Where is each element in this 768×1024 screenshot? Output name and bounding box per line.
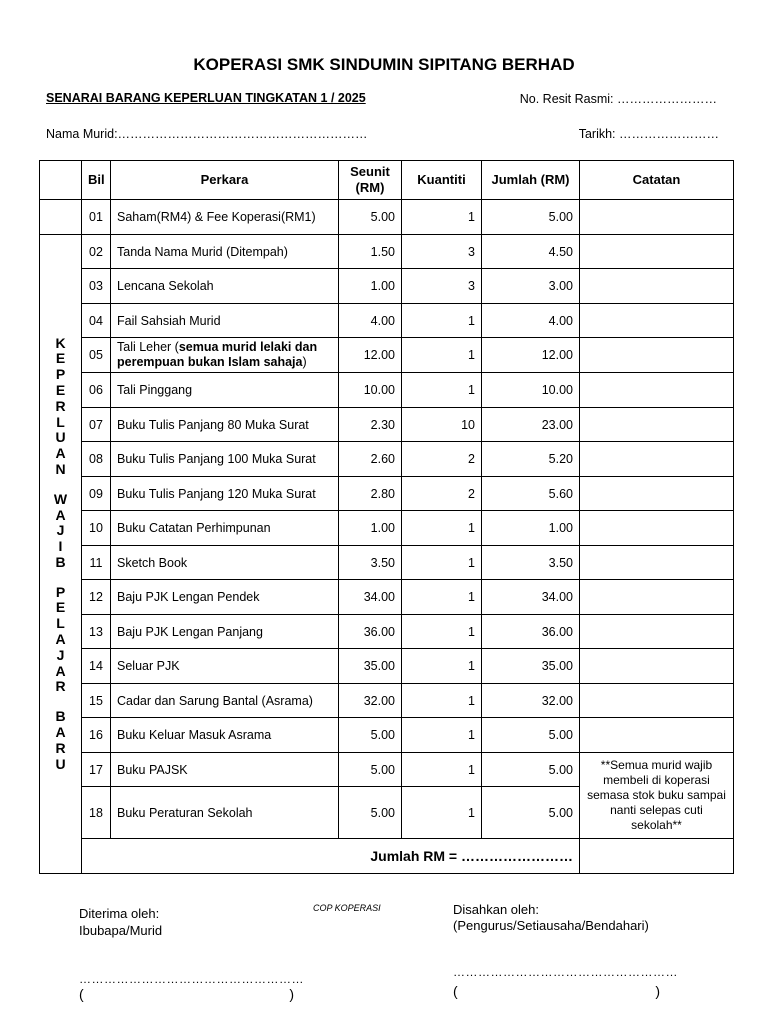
table-row <box>40 235 734 269</box>
side-label-letter: P <box>55 366 66 383</box>
table-row <box>40 477 734 511</box>
kuantiti-cell: 1 <box>402 615 482 649</box>
header-bil: Bil <box>82 161 111 200</box>
perkara-cell: Sketch Book <box>111 546 339 580</box>
signature-line-left: ……………………………………………… <box>79 972 304 986</box>
jumlah-cell: 5.00 <box>482 718 580 753</box>
catatan-cell <box>580 580 734 615</box>
header-jumlah: Jumlah (RM) <box>482 161 580 200</box>
perkara-cell: Baju PJK Lengan Panjang <box>111 615 339 649</box>
bil-cell: 06 <box>82 373 111 408</box>
table-row <box>40 649 734 684</box>
table-row <box>40 511 734 546</box>
header-kuantiti: Kuantiti <box>402 161 482 200</box>
received-by-label: Diterima oleh: <box>79 906 160 921</box>
side-label-letter: P <box>55 583 66 600</box>
cooperative-stamp-label: COP KOPERASI <box>313 903 381 913</box>
bil-cell: 17 <box>82 753 111 787</box>
perkara-cell: Buku Tulis Panjang 100 Muka Surat <box>111 442 339 477</box>
perkara-prefix: Tali Leher ( <box>117 340 179 354</box>
seunit-cell: 3.50 <box>339 546 402 580</box>
kuantiti-cell: 10 <box>402 408 482 442</box>
side-label-letter: R <box>55 678 66 695</box>
table-row <box>40 269 734 304</box>
seunit-cell: 5.00 <box>339 787 402 839</box>
seunit-cell: 1.00 <box>339 511 402 546</box>
perkara-cell: Buku Peraturan Sekolah <box>111 787 339 839</box>
side-label-letter: E <box>55 381 66 398</box>
kuantiti-cell: 2 <box>402 477 482 511</box>
kuantiti-cell: 1 <box>402 649 482 684</box>
side-label-letter: A <box>55 662 66 679</box>
side-label-letter: R <box>55 739 66 756</box>
jumlah-cell: 36.00 <box>482 615 580 649</box>
seunit-cell: 5.00 <box>339 718 402 753</box>
jumlah-cell: 5.20 <box>482 442 580 477</box>
seunit-cell: 10.00 <box>339 373 402 408</box>
approved-by-block <box>453 902 649 934</box>
total-row <box>40 839 734 874</box>
bil-cell: 07 <box>82 408 111 442</box>
bil-cell: 18 <box>82 787 111 839</box>
jumlah-cell: 5.00 <box>482 753 580 787</box>
jumlah-cell: 10.00 <box>482 373 580 408</box>
jumlah-cell: 4.50 <box>482 235 580 269</box>
student-name-field: Nama Murid:…………………………………………………… <box>46 127 368 141</box>
bil-cell: 04 <box>82 304 111 338</box>
jumlah-cell: 23.00 <box>482 408 580 442</box>
header-seunit: Seunit (RM) <box>339 161 402 200</box>
items-table <box>39 160 734 874</box>
header-blank <box>40 161 82 200</box>
perkara-cell: Seluar PJK <box>111 649 339 684</box>
side-label-letter: R <box>55 397 66 414</box>
kuantiti-cell: 1 <box>402 753 482 787</box>
bil-cell: 09 <box>82 477 111 511</box>
perkara-cell: Tanda Nama Murid (Ditempah) <box>111 235 339 269</box>
name-parentheses-left <box>79 986 294 1002</box>
document-title: KOPERASI SMK SINDUMIN SIPITANG BERHAD <box>193 55 575 74</box>
bil-cell: 03 <box>82 269 111 304</box>
table-row <box>40 304 734 338</box>
catatan-cell <box>580 200 734 235</box>
kuantiti-cell: 1 <box>402 787 482 839</box>
jumlah-cell: 5.60 <box>482 477 580 511</box>
side-label-letter: A <box>55 506 66 523</box>
perkara-cell: Buku Catatan Perhimpunan <box>111 511 339 546</box>
perkara-cell: Buku Tulis Panjang 80 Muka Surat <box>111 408 339 442</box>
perkara-cell: Baju PJK Lengan Pendek <box>111 580 339 615</box>
jumlah-cell: 34.00 <box>482 580 580 615</box>
catatan-cell <box>580 408 734 442</box>
seunit-cell: 36.00 <box>339 615 402 649</box>
bil-cell: 14 <box>82 649 111 684</box>
perkara-cell <box>111 338 339 373</box>
catatan-cell <box>580 269 734 304</box>
bil-cell: 13 <box>82 615 111 649</box>
seunit-cell: 32.00 <box>339 684 402 718</box>
bil-cell: 10 <box>82 511 111 546</box>
perkara-cell: Tali Pinggang <box>111 373 339 408</box>
catatan-cell <box>580 546 734 580</box>
side-label-letter: J <box>56 646 65 663</box>
header-catatan: Catatan <box>580 161 734 200</box>
side-label-letter: L <box>56 615 65 632</box>
bil-cell: 08 <box>82 442 111 477</box>
perkara-cell: Buku Keluar Masuk Asrama <box>111 718 339 753</box>
bil-cell: 01 <box>82 200 111 235</box>
side-label-letter: N <box>55 460 66 477</box>
kuantiti-cell: 1 <box>402 684 482 718</box>
side-label-letter: W <box>53 490 68 507</box>
seunit-cell: 2.60 <box>339 442 402 477</box>
table-row <box>40 580 734 615</box>
table-header-row <box>40 161 734 200</box>
perkara-cell: Buku PAJSK <box>111 753 339 787</box>
seunit-cell: 4.00 <box>339 304 402 338</box>
table-row <box>40 684 734 718</box>
perkara-cell: Cadar dan Sarung Bantal (Asrama) <box>111 684 339 718</box>
table-row <box>40 753 734 787</box>
side-vertical-label <box>46 336 75 773</box>
perkara-bold: semua murid lelaki dan perempuan bukan Islam sahaja <box>117 340 318 369</box>
total-catatan-cell <box>580 839 734 874</box>
kuantiti-cell: 2 <box>402 442 482 477</box>
table-row <box>40 546 734 580</box>
bil-cell: 16 <box>82 718 111 753</box>
table-row <box>40 615 734 649</box>
jumlah-cell: 12.00 <box>482 338 580 373</box>
seunit-cell: 34.00 <box>339 580 402 615</box>
date-field: Tarikh: …………………… <box>578 127 719 141</box>
seunit-cell: 35.00 <box>339 649 402 684</box>
jumlah-cell: 1.00 <box>482 511 580 546</box>
side-blank-cell <box>40 200 82 235</box>
approved-by-label: Disahkan oleh: <box>453 902 539 917</box>
list-subtitle: SENARAI BARANG KEPERLUAN TINGKATAN 1 / 2025 <box>46 91 366 105</box>
seunit-cell: 1.50 <box>339 235 402 269</box>
kuantiti-cell: 1 <box>402 304 482 338</box>
side-label-letter: J <box>56 522 65 539</box>
paren-close-left: ) <box>289 986 294 1002</box>
kuantiti-cell: 1 <box>402 338 482 373</box>
catatan-cell <box>580 684 734 718</box>
approved-by-role: (Pengurus/Setiausaha/Bendahari) <box>453 918 649 933</box>
catatan-cell <box>580 338 734 373</box>
table-row <box>40 408 734 442</box>
kuantiti-cell: 3 <box>402 235 482 269</box>
jumlah-cell: 3.00 <box>482 269 580 304</box>
catatan-cell <box>580 511 734 546</box>
side-label-letter: E <box>55 350 66 367</box>
signature-line-right: ……………………………………………… <box>453 965 678 979</box>
kuantiti-cell: 1 <box>402 546 482 580</box>
table-row <box>40 200 734 235</box>
received-by-block <box>79 905 162 939</box>
perkara-cell: Fail Sahsiah Murid <box>111 304 339 338</box>
side-label-letter: L <box>56 413 65 430</box>
side-label-letter: A <box>55 631 66 648</box>
seunit-cell: 5.00 <box>339 200 402 235</box>
table-row <box>40 373 734 408</box>
side-label-letter: B <box>55 553 66 570</box>
catatan-cell <box>580 442 734 477</box>
kuantiti-cell: 1 <box>402 373 482 408</box>
side-label-letter: A <box>55 724 66 741</box>
perkara-suffix: ) <box>302 355 307 369</box>
side-label-letter: E <box>55 599 66 616</box>
seunit-cell: 5.00 <box>339 753 402 787</box>
seunit-cell: 1.00 <box>339 269 402 304</box>
jumlah-cell: 4.00 <box>482 304 580 338</box>
kuantiti-cell: 1 <box>402 580 482 615</box>
table-row <box>40 338 734 373</box>
perkara-cell: Saham(RM4) & Fee Koperasi(RM1) <box>111 200 339 235</box>
perkara-cell: Buku Tulis Panjang 120 Muka Surat <box>111 477 339 511</box>
jumlah-cell: 32.00 <box>482 684 580 718</box>
table-row <box>40 718 734 753</box>
catatan-cell <box>580 718 734 753</box>
catatan-cell <box>580 477 734 511</box>
side-label-letter: I <box>58 538 63 555</box>
kuantiti-cell: 1 <box>402 511 482 546</box>
bil-cell: 15 <box>82 684 111 718</box>
side-label-cell <box>40 235 82 874</box>
kuantiti-cell: 3 <box>402 269 482 304</box>
receipt-number-field: No. Resit Rasmi: …………………… <box>519 92 717 106</box>
catatan-cell <box>580 373 734 408</box>
catatan-cell <box>580 649 734 684</box>
side-label-letter: K <box>55 334 66 351</box>
catatan-note-cell: **Semua murid wajib membeli di koperasi semasa stok buku sampai nanti selepas cuti sekolah** <box>580 753 734 839</box>
kuantiti-cell: 1 <box>402 718 482 753</box>
seunit-cell: 2.30 <box>339 408 402 442</box>
paren-open-left: ( <box>79 986 84 1002</box>
seunit-cell: 12.00 <box>339 338 402 373</box>
kuantiti-cell: 1 <box>402 200 482 235</box>
paren-open-right: ( <box>453 983 458 999</box>
table-row <box>40 442 734 477</box>
bil-cell: 12 <box>82 580 111 615</box>
side-label-letter: U <box>55 429 66 446</box>
header-perkara: Perkara <box>111 161 339 200</box>
jumlah-cell: 5.00 <box>482 787 580 839</box>
jumlah-cell: 5.00 <box>482 200 580 235</box>
side-label-letter: A <box>55 445 66 462</box>
paren-close-right: ) <box>655 983 660 999</box>
seunit-cell: 2.80 <box>339 477 402 511</box>
total-label-cell: Jumlah RM = …………………… <box>82 839 580 874</box>
side-label-letter: U <box>55 755 66 772</box>
bil-cell: 05 <box>82 338 111 373</box>
jumlah-cell: 35.00 <box>482 649 580 684</box>
catatan-cell <box>580 304 734 338</box>
side-label-letter: B <box>55 708 66 725</box>
received-by-role: Ibubapa/Murid <box>79 923 163 938</box>
catatan-cell <box>580 235 734 269</box>
perkara-cell: Lencana Sekolah <box>111 269 339 304</box>
catatan-cell <box>580 615 734 649</box>
bil-cell: 02 <box>82 235 111 269</box>
name-parentheses-right <box>453 983 660 999</box>
jumlah-cell: 3.50 <box>482 546 580 580</box>
bil-cell: 11 <box>82 546 111 580</box>
